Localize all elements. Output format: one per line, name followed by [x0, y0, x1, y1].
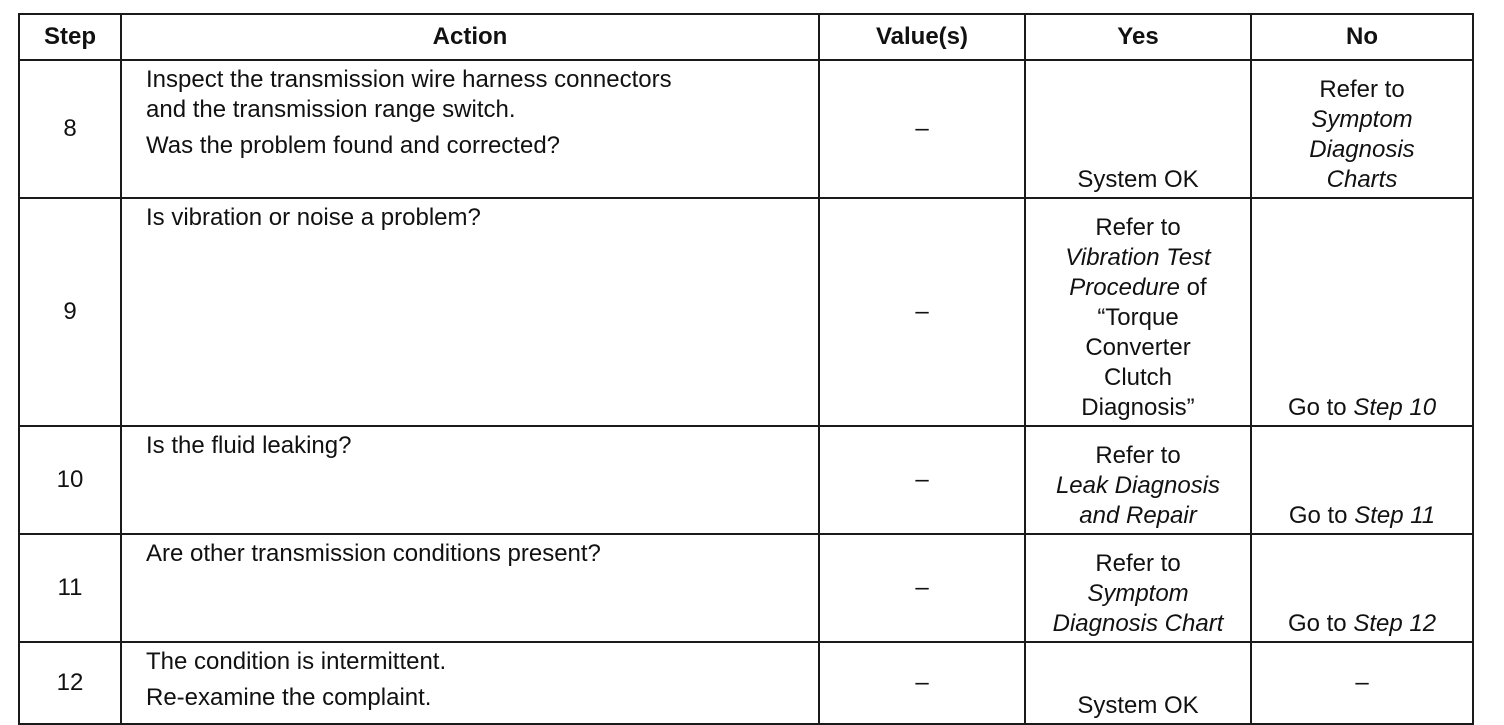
- yes-text: “Torque: [1097, 304, 1179, 331]
- action-line: and the transmission range switch.: [146, 96, 516, 123]
- no-cell: [1251, 60, 1473, 198]
- table-row: [19, 534, 1473, 642]
- no-line: [1258, 609, 1466, 639]
- action-line: Is vibration or noise a problem?: [146, 204, 481, 231]
- header-row: [19, 14, 1473, 60]
- yes-reference-line: [1032, 273, 1244, 303]
- yes-text: System OK: [1077, 166, 1199, 193]
- action-cell: [121, 426, 819, 534]
- value-cell: –: [819, 426, 1025, 534]
- action-line: Is the fluid leaking?: [146, 432, 352, 459]
- no-cell: –: [1251, 642, 1473, 724]
- table-row: [19, 642, 1473, 724]
- yes-reference: Procedure: [1069, 274, 1181, 301]
- yes-prefix: Refer to: [1095, 214, 1181, 241]
- table-row: [19, 198, 1473, 426]
- yes-cell: [1025, 426, 1251, 534]
- yes-suffix: of: [1180, 274, 1207, 301]
- action-cell: [121, 198, 819, 426]
- yes-text: Diagnosis”: [1081, 394, 1195, 421]
- value-cell: –: [819, 60, 1025, 198]
- yes-prefix: Refer to: [1095, 442, 1181, 469]
- action-line: Are other transmission conditions present?: [146, 540, 601, 567]
- header-step: Step: [19, 14, 121, 60]
- step-number: 9: [19, 198, 121, 426]
- no-cell: [1251, 534, 1473, 642]
- no-reference: Symptom: [1311, 106, 1413, 133]
- yes-cell: [1025, 60, 1251, 198]
- table-row: [19, 60, 1473, 198]
- yes-cell: [1025, 198, 1251, 426]
- action-line: Inspect the transmission wire harness connectors: [146, 66, 672, 93]
- yes-cell: [1025, 642, 1251, 724]
- step-number: 12: [19, 642, 121, 724]
- step-number: 8: [19, 60, 121, 198]
- value-cell: –: [819, 642, 1025, 724]
- yes-prefix: Refer to: [1095, 550, 1181, 577]
- table-row: [19, 426, 1473, 534]
- header-yes: Yes: [1025, 14, 1251, 60]
- no-prefix: Go to: [1287, 610, 1354, 637]
- no-prefix: Go to: [1287, 394, 1354, 421]
- yes-reference: Leak Diagnosis: [1055, 472, 1221, 499]
- action-cell: [121, 642, 819, 724]
- yes-text: Clutch: [1103, 364, 1173, 391]
- no-cell: [1251, 426, 1473, 534]
- diagnostic-table: [18, 13, 1474, 725]
- no-reference: Diagnosis: [1309, 136, 1415, 163]
- no-reference: Step 10: [1353, 394, 1437, 421]
- no-reference: Step 12: [1353, 610, 1437, 637]
- no-reference: Charts: [1326, 166, 1398, 193]
- step-number: 10: [19, 426, 121, 534]
- action-line: Was the problem found and corrected?: [146, 132, 561, 159]
- no-line: [1258, 501, 1466, 531]
- action-line: Re-examine the complaint.: [146, 684, 432, 711]
- header-values: Value(s): [819, 14, 1025, 60]
- action-cell: [121, 534, 819, 642]
- value-cell: –: [819, 198, 1025, 426]
- header-no: No: [1251, 14, 1473, 60]
- action-cell: [121, 60, 819, 198]
- yes-reference: and Repair: [1079, 502, 1197, 529]
- action-line: The condition is intermittent.: [146, 648, 447, 675]
- yes-text: Converter: [1085, 334, 1191, 361]
- no-line: [1258, 393, 1466, 423]
- yes-cell: [1025, 534, 1251, 642]
- yes-reference: Diagnosis Chart: [1052, 610, 1224, 637]
- step-number: 11: [19, 534, 121, 642]
- header-action: Action: [121, 14, 819, 60]
- no-reference: Step 11: [1354, 502, 1436, 529]
- no-prefix: Go to: [1288, 502, 1355, 529]
- yes-reference: Symptom: [1087, 580, 1189, 607]
- yes-reference: Vibration Test: [1065, 244, 1211, 271]
- no-cell: [1251, 198, 1473, 426]
- no-prefix: Refer to: [1319, 76, 1405, 103]
- value-cell: –: [819, 534, 1025, 642]
- yes-text: System OK: [1077, 692, 1199, 719]
